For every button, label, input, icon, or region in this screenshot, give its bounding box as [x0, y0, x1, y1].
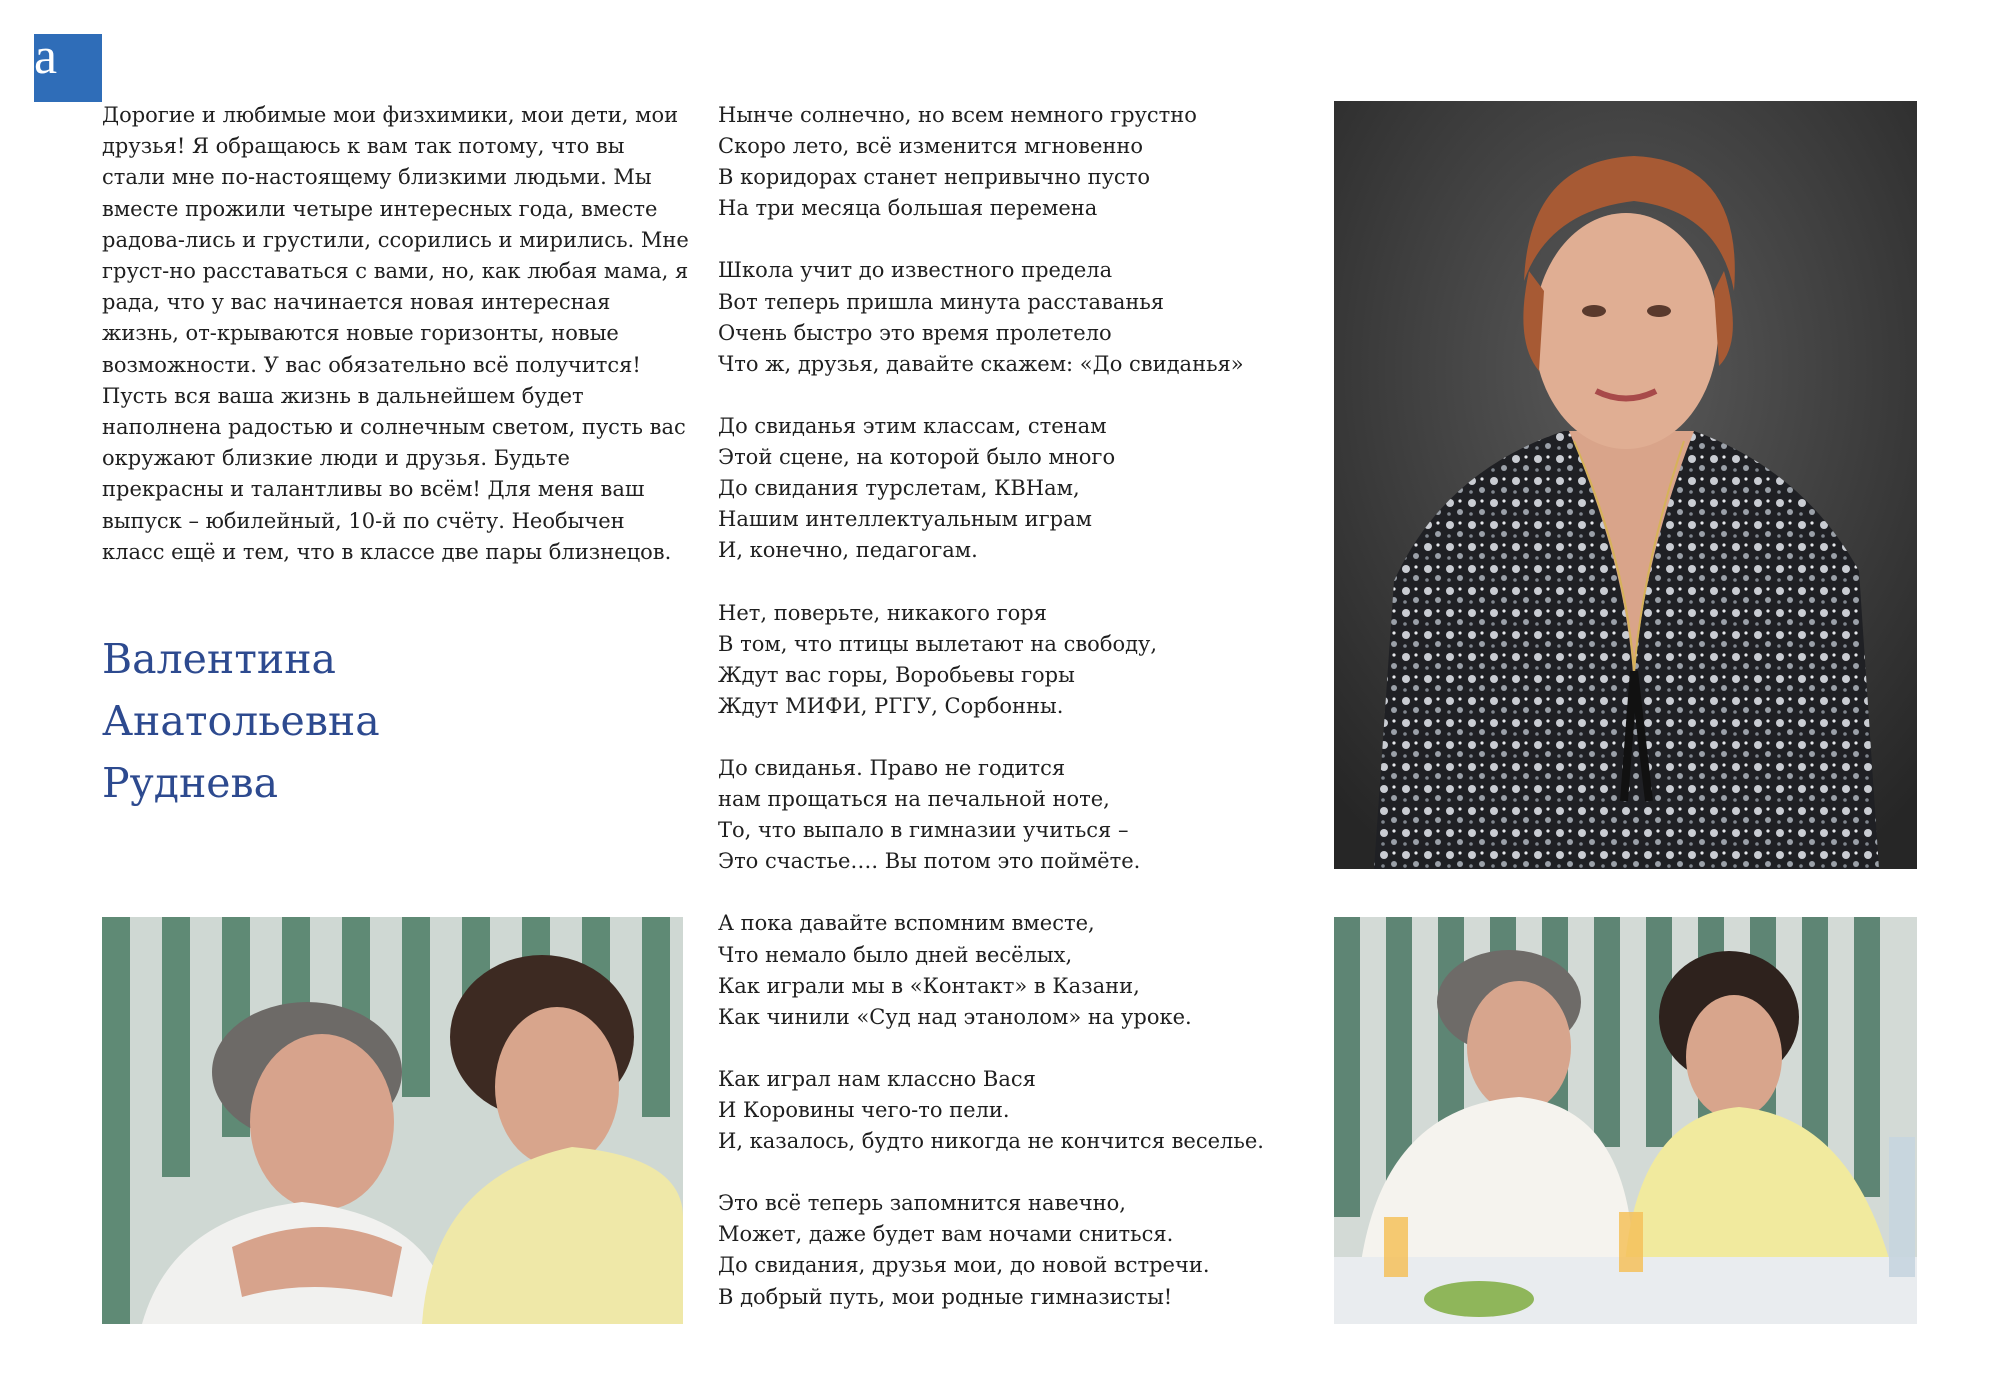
poem-line: И Коровины чего-то пели.: [718, 1098, 1010, 1122]
poem-line: Скоро лето, всё изменится мгновенно: [718, 134, 1144, 159]
poem-line: Как играл нам классно Вася: [718, 1066, 1036, 1091]
poem-line: В коридорах станет непривычно пусто: [718, 165, 1150, 190]
teachers-photo-left: [102, 917, 683, 1324]
poem-line: Как чинили «Суд над этанолом» на уроке.: [718, 1004, 1192, 1029]
poem-line: До свидания турслетам, КВНам,: [718, 476, 1080, 501]
section-badge: [34, 34, 102, 102]
poem-line: Нынче солнечно, но всем немного грустно: [718, 103, 1197, 127]
teachers-photo-right: [1334, 917, 1917, 1324]
intro-paragraph: Дорогие и любимые мои физхимики, мои дети, мои друзья! Я обращаюсь к вам так потому, что вы стали мне по-настоящему близкими людьми. Мы вместе прожили четыре интересных года, вместе радова-лись и грустили, ссорились и мирились. Мне груст-но расставаться с вами, но, как любая мама, я рада, что у вас начинается новая интересная жизнь, от-крываются новые горизонты, новые возможности. У вас обязательно всё получится! Пусть вся ваша жизнь в дальнейшем будет наполнена радостью и солнечным светом, пусть вас окружают близкие люди и друзья. Будьте прекрасны и талантливы во всём! Для меня ваш выпуск – юбилейный, 10-й по счёту. Необычен класс ещё и тем, что в классе две пары близнецов.: [102, 103, 689, 564]
poem-line: Что ж, друзья, давайте скажем: «До свиданья»: [718, 351, 1244, 376]
poem-stanza: [718, 411, 1278, 566]
poem-line: Это счастье…. Вы потом это поймёте.: [718, 849, 1141, 874]
poem-line: Ждут вас горы, Воробьевы горы: [718, 662, 1075, 687]
signature-last-name: Руднева: [102, 759, 279, 807]
poem-stanza: [718, 908, 1278, 1032]
poem-line: Может, даже будет вам ночами сниться.: [718, 1222, 1174, 1247]
poem-line: Вот теперь пришла минута расставанья: [718, 289, 1165, 314]
signature-first-name: Валентина: [102, 635, 336, 683]
poem-line: В добрый путь, мои родные гимназисты!: [718, 1284, 1173, 1309]
poem-line: нам прощаться на печальной ноте,: [718, 787, 1110, 812]
poem-line: В том, что птицы вылетают на свободу,: [718, 631, 1158, 656]
badge-letter: a: [34, 34, 58, 85]
poem-stanza: [718, 1188, 1278, 1312]
poem-line: Школа учит до известного предела: [718, 258, 1113, 283]
poem-stanza: [718, 255, 1278, 379]
poem-line: И, конечно, педагогам.: [718, 538, 978, 563]
poem-line: Нашим интеллектуальным играм: [718, 507, 1092, 532]
poem-line: Ждут МИФИ, РГГУ, Сорбонны.: [718, 693, 1064, 718]
poem-line: До свиданья этим классам, стенам: [718, 413, 1107, 438]
poem-line: На три месяца большая перемена: [718, 196, 1098, 221]
poem-line: До свидания, друзья мои, до новой встречи.: [718, 1253, 1210, 1278]
poem-stanza: [718, 598, 1278, 722]
poem: [718, 100, 1278, 1344]
poem-stanza: [718, 753, 1278, 877]
author-signature: [102, 628, 582, 814]
poem-stanza: [718, 100, 1278, 224]
poem-line: И, казалось, будто никогда не кончится веселье.: [718, 1129, 1264, 1154]
poem-line: Это всё теперь запомнится навечно,: [718, 1191, 1126, 1216]
poem-line: Очень быстро это время пролетело: [718, 320, 1112, 345]
poem-line: А пока давайте вспомним вместе,: [718, 911, 1095, 936]
poem-line: Этой сцене, на которой было много: [718, 445, 1116, 470]
poem-line: Как играли мы в «Контакт» в Казани,: [718, 973, 1140, 998]
poem-line: Нет, поверьте, никакого горя: [718, 600, 1047, 625]
signature-patronymic: Анатольевна: [102, 697, 380, 745]
portrait-photo: [1334, 101, 1917, 869]
poem-line: То, что выпало в гимназии учиться –: [718, 818, 1129, 843]
poem-stanza: [718, 1064, 1278, 1157]
poem-line: Что немало было дней весёлых,: [718, 942, 1073, 967]
poem-line: До свиданья. Право не годится: [718, 755, 1066, 780]
